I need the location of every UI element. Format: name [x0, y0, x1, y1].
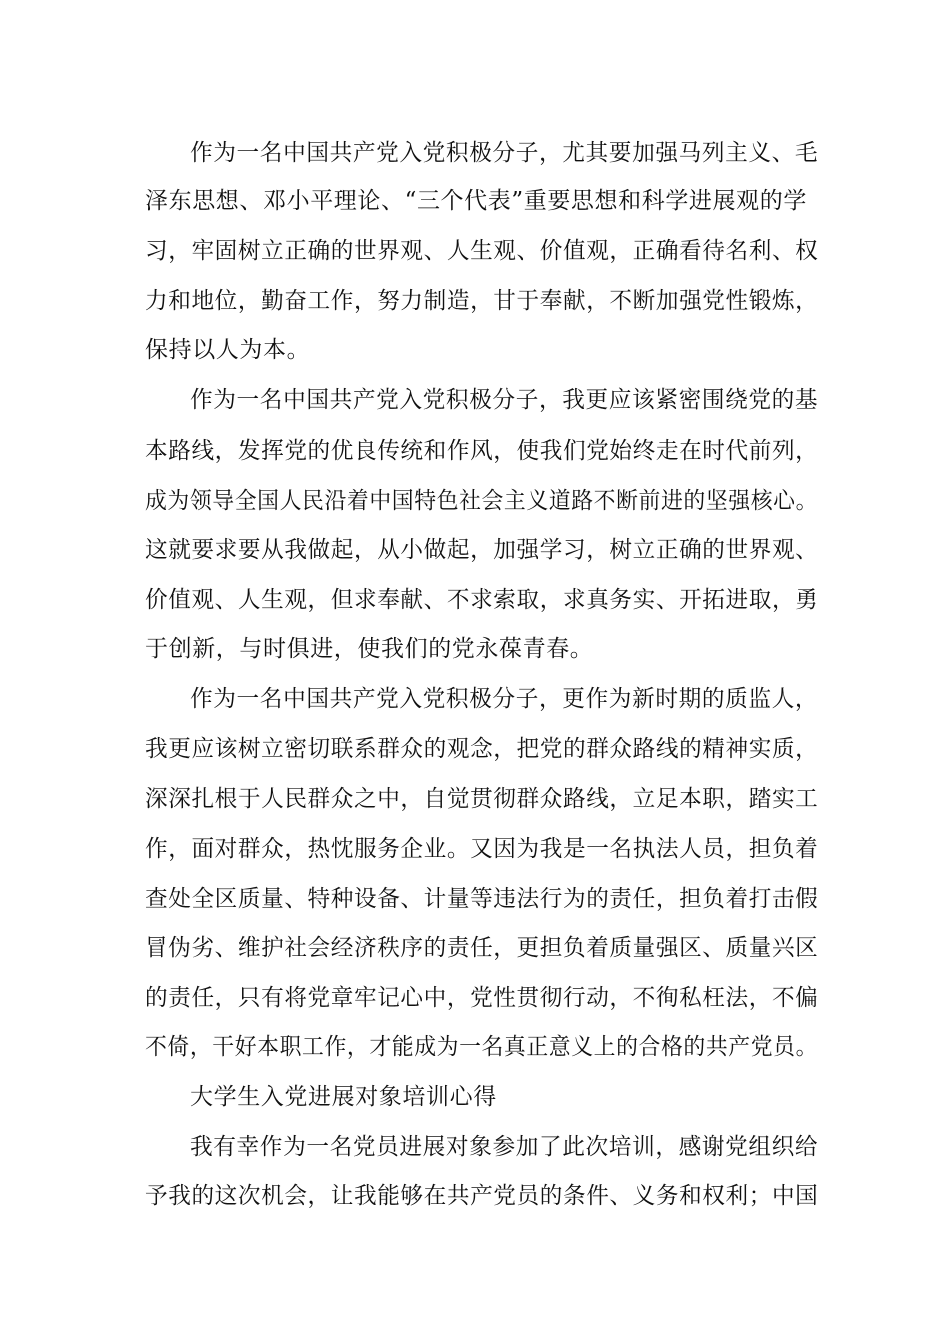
paragraph-4-line-1: 我有幸作为一名党员进展对象参加了此次培训，感谢党组织给 — [190, 1134, 819, 1160]
paragraph-2-line-3: 成为领导全国人民沿着中国特色社会主义道路不断前进的坚强核心。 — [145, 488, 818, 514]
paragraph-2-line-2: 本路线，发挥党的优良传统和作风，使我们党始终走在时代前列， — [145, 438, 819, 464]
paragraph-1-line-2: 泽东思想、邓小平理论、“三个代表”重要思想和科学进展观的学 — [145, 188, 807, 214]
paragraph-3-line-8: 不倚，干好本职工作，才能成为一名真正意义上的合格的共产党员。 — [145, 1034, 818, 1060]
paragraph-2-line-1: 作为一名中国共产党入党积极分子，我更应该紧密围绕党的基 — [190, 387, 819, 413]
paragraph-3-line-4: 作，面对群众，热忱服务企业。又因为我是一名执法人员，担负着 — [145, 836, 819, 862]
paragraph-1-line-3: 习，牢固树立正确的世界观、人生观、价值观，正确看待名利、权 — [145, 238, 819, 264]
paragraph-3-line-7: 的责任，只有将党章牢记心中，党性贯彻行动，不徇私枉法，不偏 — [145, 985, 819, 1011]
paragraph-2-line-5: 价值观、人生观，但求奉献、不求索取，求真务实、开拓进取，勇 — [145, 587, 819, 613]
paragraph-3-line-2: 我更应该树立密切联系群众的观念，把党的群众路线的精神实质， — [145, 736, 819, 762]
paragraph-1-line-5: 保持以人为本。 — [145, 337, 311, 363]
paragraph-2-line-6: 于创新，与时俱进，使我们的党永葆青春。 — [145, 636, 594, 662]
paragraph-2-line-4: 这就要求要从我做起，从小做起，加强学习，树立正确的世界观、 — [145, 537, 819, 563]
paragraph-4-line-2: 予我的这次机会，让我能够在共产党员的条件、义务和权利；中国 — [145, 1183, 819, 1209]
paragraph-1-line-1: 作为一名中国共产党入党积极分子，尤其要加强马列主义、毛 — [190, 140, 819, 166]
paragraph-3-line-6: 冒伪劣、维护社会经济秩序的责任，更担负着质量强区、质量兴区 — [145, 935, 819, 961]
paragraph-1-line-4: 力和地位，勤奋工作，努力制造，甘于奉献，不断加强党性锻炼， — [145, 288, 819, 314]
section-heading: 大学生入党进展对象培训心得 — [190, 1084, 497, 1110]
paragraph-3-line-1: 作为一名中国共产党入党积极分子，更作为新时期的质监人， — [190, 686, 819, 712]
paragraph-3-line-3: 深深扎根于人民群众之中，自觉贯彻群众路线，立足本职，踏实工 — [145, 786, 819, 812]
paragraph-3-line-5: 查处全区质量、特种设备、计量等违法行为的责任，担负着打击假 — [145, 886, 819, 912]
